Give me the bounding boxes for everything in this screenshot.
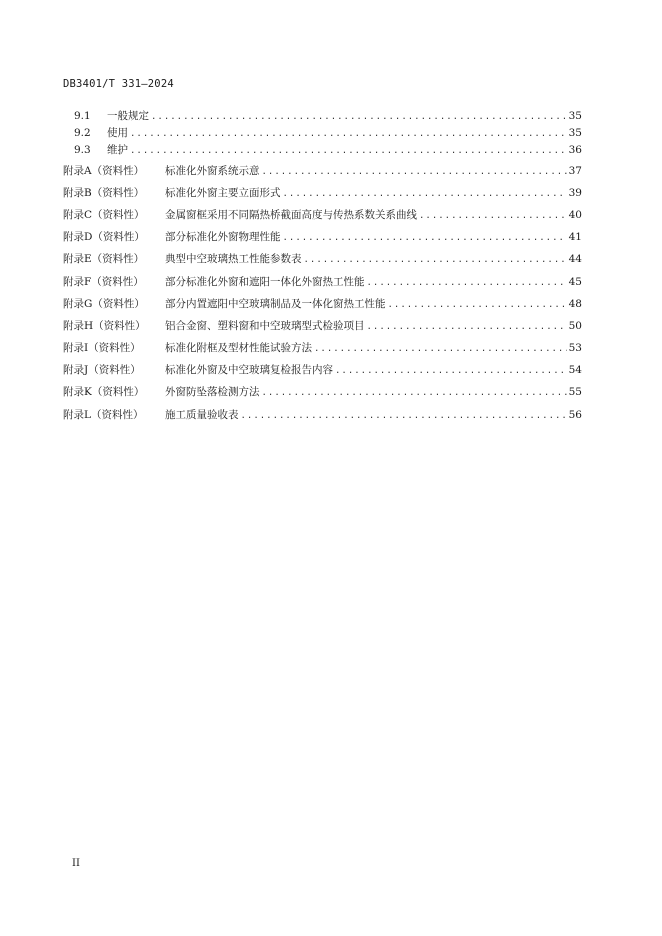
toc-entry-appendix-j[interactable]	[63, 359, 582, 381]
toc-entry-title: 部分标准化外窗和遮阳一体化外窗热工性能	[165, 275, 365, 288]
toc-entry-appendix-f[interactable]	[63, 271, 582, 293]
toc-entry-number: 9.3	[74, 144, 91, 157]
toc-entry-page: 36	[568, 144, 582, 157]
toc-entry-appendix-a[interactable]	[63, 160, 582, 182]
dot-leader	[304, 249, 567, 271]
dot-leader	[151, 109, 567, 126]
toc-entry-title: 标准化外窗及中空玻璃复检报告内容	[165, 364, 333, 377]
toc-entry-page: 37	[568, 164, 582, 177]
toc-entry-page: 53	[568, 342, 582, 355]
toc-entry-number: 附录B（资料性）	[63, 186, 145, 199]
toc-entry-number: 附录I（资料性）	[63, 342, 141, 355]
dot-leader	[388, 294, 567, 316]
toc-entry-appendix-k[interactable]	[63, 381, 582, 403]
dot-leader	[130, 143, 567, 160]
toc-entry-page: 35	[568, 127, 582, 140]
dot-leader	[367, 316, 567, 338]
toc-entry-appendix-l[interactable]	[63, 404, 582, 426]
dot-leader	[130, 126, 567, 143]
toc-entry-number: 附录D（资料性）	[63, 231, 145, 244]
dot-leader	[241, 405, 567, 427]
toc-entry-number: 9.1	[74, 110, 91, 122]
toc-entry-appendix-c[interactable]	[63, 204, 582, 226]
dot-leader	[314, 338, 567, 360]
dot-leader	[262, 382, 567, 404]
toc-entry-title: 部分内置遮阳中空玻璃制品及一体化窗热工性能	[165, 297, 386, 310]
toc-entry-9-1[interactable]	[63, 108, 582, 125]
toc-entry-9-3[interactable]	[63, 142, 582, 159]
toc-entry-title: 标准化外窗系统示意	[165, 164, 260, 177]
dot-leader	[283, 227, 567, 249]
toc-entry-page: 48	[568, 297, 582, 310]
dot-leader	[283, 183, 567, 205]
toc-entry-number: 附录J（资料性）	[63, 364, 141, 377]
toc-entry-title: 金属窗框采用不同隔热桥截面高度与传热系数关系曲线	[165, 208, 417, 221]
toc-entry-number: 附录A（资料性）	[63, 164, 145, 177]
dot-leader	[419, 205, 567, 227]
page-number: II	[72, 858, 80, 869]
toc-entry-number: 附录G（资料性）	[63, 297, 145, 310]
toc-entry-number: 附录K（资料性）	[63, 386, 145, 399]
toc-entry-page: 45	[568, 275, 582, 288]
toc-entry-page: 44	[568, 253, 582, 266]
toc-entry-page: 56	[568, 408, 582, 421]
toc-entry-title: 铝合金窗、塑料窗和中空玻璃型式检验项目	[165, 319, 365, 332]
toc-entry-appendix-g[interactable]	[63, 293, 582, 315]
toc-entry-page: 55	[568, 386, 582, 399]
toc-entry-page: 39	[568, 186, 582, 199]
toc-entry-page: 40	[568, 208, 582, 221]
toc-entry-number: 9.2	[74, 127, 91, 140]
table-of-contents	[63, 108, 582, 426]
toc-entry-number: 附录E（资料性）	[63, 253, 145, 266]
toc-entry-9-2[interactable]	[63, 125, 582, 142]
toc-entry-page: 41	[568, 231, 582, 244]
toc-entry-number: 附录L（资料性）	[63, 408, 144, 421]
toc-entry-title: 使用	[107, 127, 128, 140]
document-id: DB3401/T 331—2024	[63, 78, 174, 90]
toc-entry-title: 外窗防坠落检测方法	[165, 386, 260, 399]
toc-entry-number: 附录F（资料性）	[63, 275, 144, 288]
toc-entry-title: 标准化附框及型材性能试验方法	[165, 342, 312, 355]
toc-entry-title: 一般规定	[107, 110, 149, 122]
toc-entry-page: 50	[568, 319, 582, 332]
toc-entry-appendix-e[interactable]	[63, 248, 582, 270]
toc-entry-number: 附录H（资料性）	[63, 319, 146, 332]
toc-entry-page: 54	[568, 364, 582, 377]
toc-entry-title: 部分标准化外窗物理性能	[165, 231, 281, 244]
dot-leader	[367, 272, 567, 294]
toc-entry-title: 维护	[107, 144, 128, 157]
toc-entry-page: 35	[568, 110, 582, 122]
toc-entry-appendix-i[interactable]	[63, 337, 582, 359]
dot-leader	[335, 360, 567, 382]
toc-entry-title: 标准化外窗主要立面形式	[165, 186, 281, 199]
toc-entry-appendix-d[interactable]	[63, 226, 582, 248]
toc-entry-appendix-h[interactable]	[63, 315, 582, 337]
toc-entry-number: 附录C（资料性）	[63, 208, 145, 221]
toc-entry-title: 典型中空玻璃热工性能参数表	[165, 253, 302, 266]
toc-entry-appendix-b[interactable]	[63, 182, 582, 204]
dot-leader	[262, 161, 567, 183]
toc-entry-title: 施工质量验收表	[165, 408, 239, 421]
